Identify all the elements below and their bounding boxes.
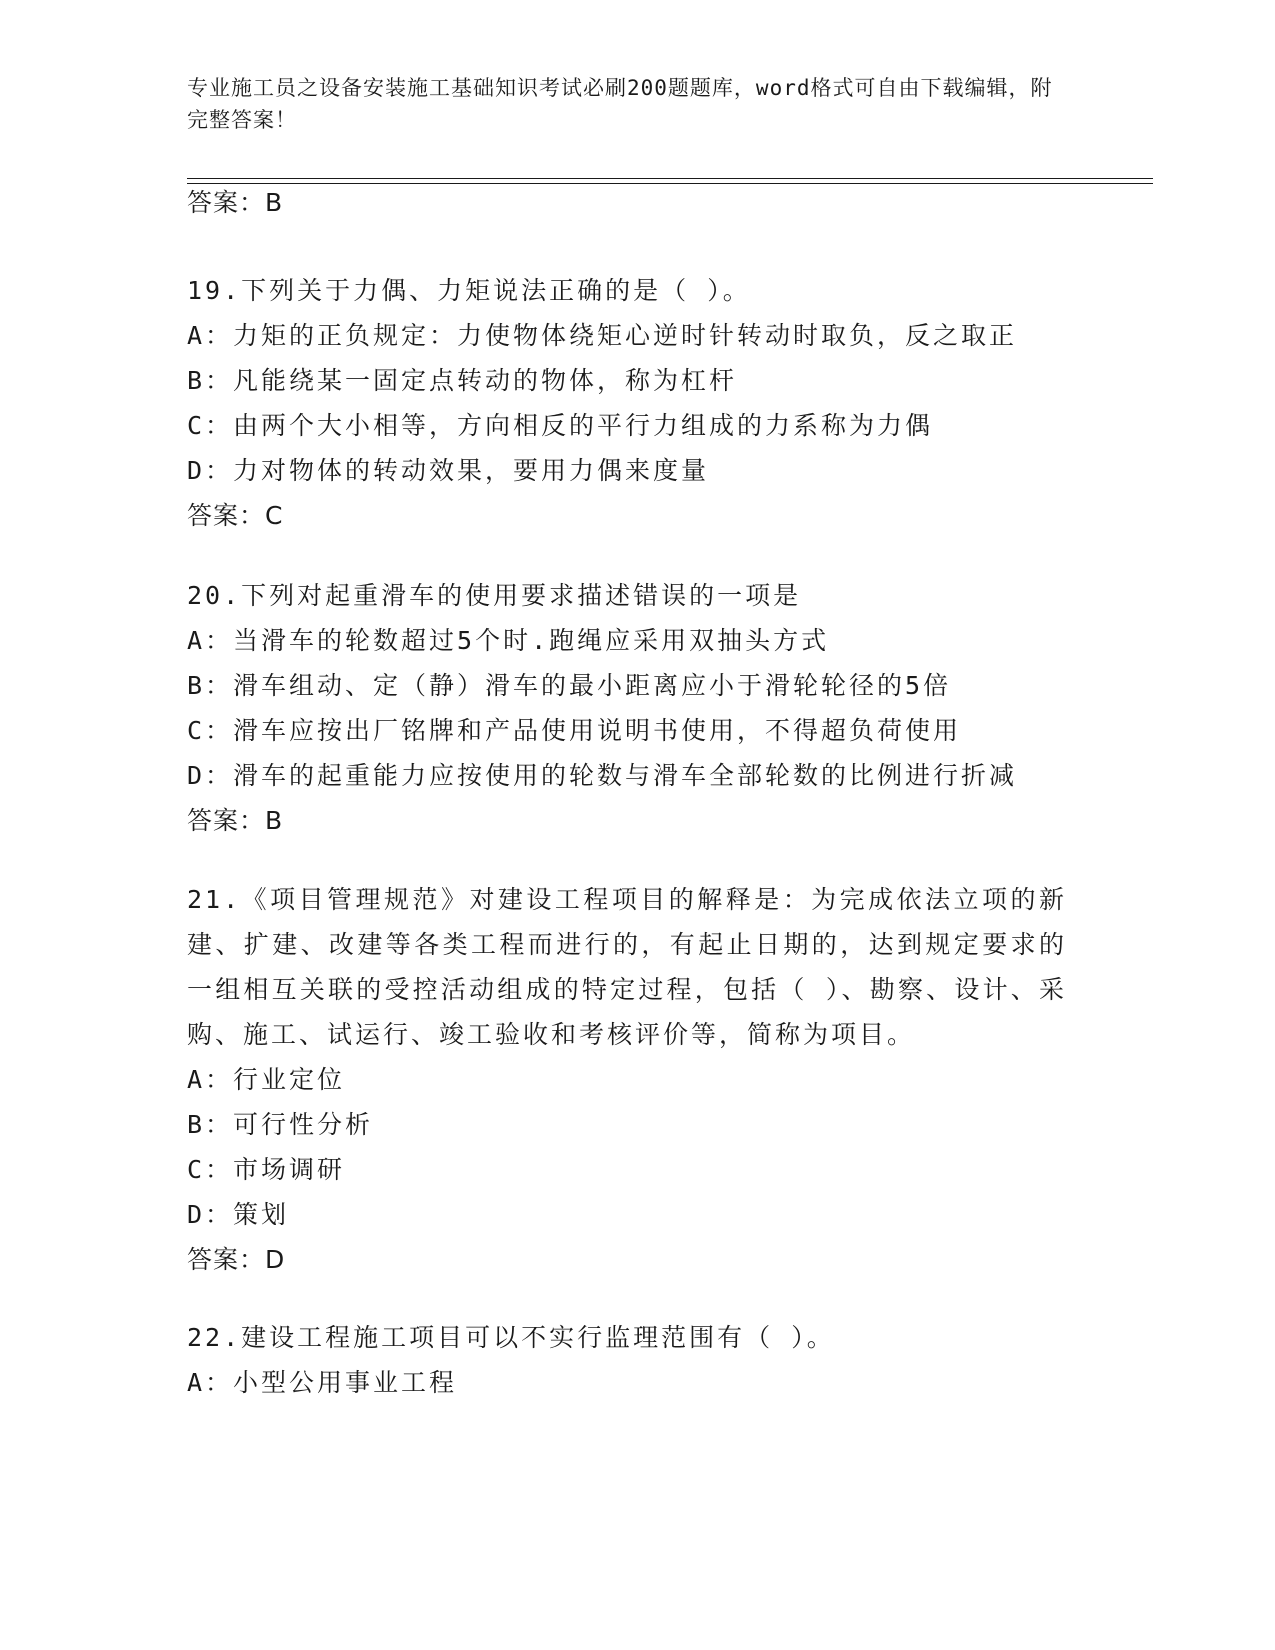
previous-answer-block — [187, 180, 1087, 225]
option-b: B：凡能绕某一固定点转动的物体，称为杠杆 — [187, 366, 738, 395]
option-c: C：市场调研 — [187, 1155, 346, 1184]
page-header-text: 专业施工员之设备安装施工基础知识考试必刷200题题库，word格式可自由下载编辑，附完整答案！ — [187, 76, 1053, 132]
answer: 答案：C — [187, 501, 284, 530]
option-a: A：力矩的正负规定：力使物体绕矩心逆时针转动时取负，反之取正 — [187, 321, 1018, 350]
option-a: A：小型公用事业工程 — [187, 1368, 458, 1397]
question-21 — [187, 877, 1067, 1282]
question-title: 20.下列对起重滑车的使用要求描述错误的一项是 — [187, 581, 802, 610]
option-d: D：力对物体的转动效果，要用力偶来度量 — [187, 456, 710, 485]
question-title: 21.《项目管理规范》对建设工程项目的解释是：为完成依法立项的新建、扩建、改建等各类工程而进行的，有起止日期的，达到规定要求的一组相互关联的受控活动组成的特定过程，包括（ ）、勘察、设计、采购、施工、试运行、竣工验收和考核评价等，简称为项目。 — [187, 885, 1067, 1049]
option-a: A：当滑车的轮数超过5个时.跑绳应采用双抽头方式 — [187, 626, 830, 655]
option-d: D：滑车的起重能力应按使用的轮数与滑车全部轮数的比例进行折减 — [187, 761, 1018, 790]
answer: 答案：D — [187, 1245, 286, 1274]
option-b: B：可行性分析 — [187, 1110, 374, 1139]
option-c: C：由两个大小相等，方向相反的平行力组成的力系称为力偶 — [187, 411, 934, 440]
answer: 答案：B — [187, 806, 284, 835]
question-title: 22.建设工程施工项目可以不实行监理范围有（ ）。 — [187, 1323, 835, 1352]
option-b: B：滑车组动、定（静）滑车的最小距离应小于滑轮轮径的5倍 — [187, 671, 952, 700]
question-title: 19.下列关于力偶、力矩说法正确的是（ ）。 — [187, 276, 751, 305]
option-c: C：滑车应按出厂铭牌和产品使用说明书使用，不得超负荷使用 — [187, 716, 962, 745]
option-d: D：策划 — [187, 1200, 290, 1229]
answer-previous: 答案：B — [187, 188, 284, 217]
question-22 — [187, 1315, 1087, 1405]
question-20 — [187, 573, 1087, 843]
option-a: A：行业定位 — [187, 1065, 346, 1094]
question-19 — [187, 268, 1087, 538]
